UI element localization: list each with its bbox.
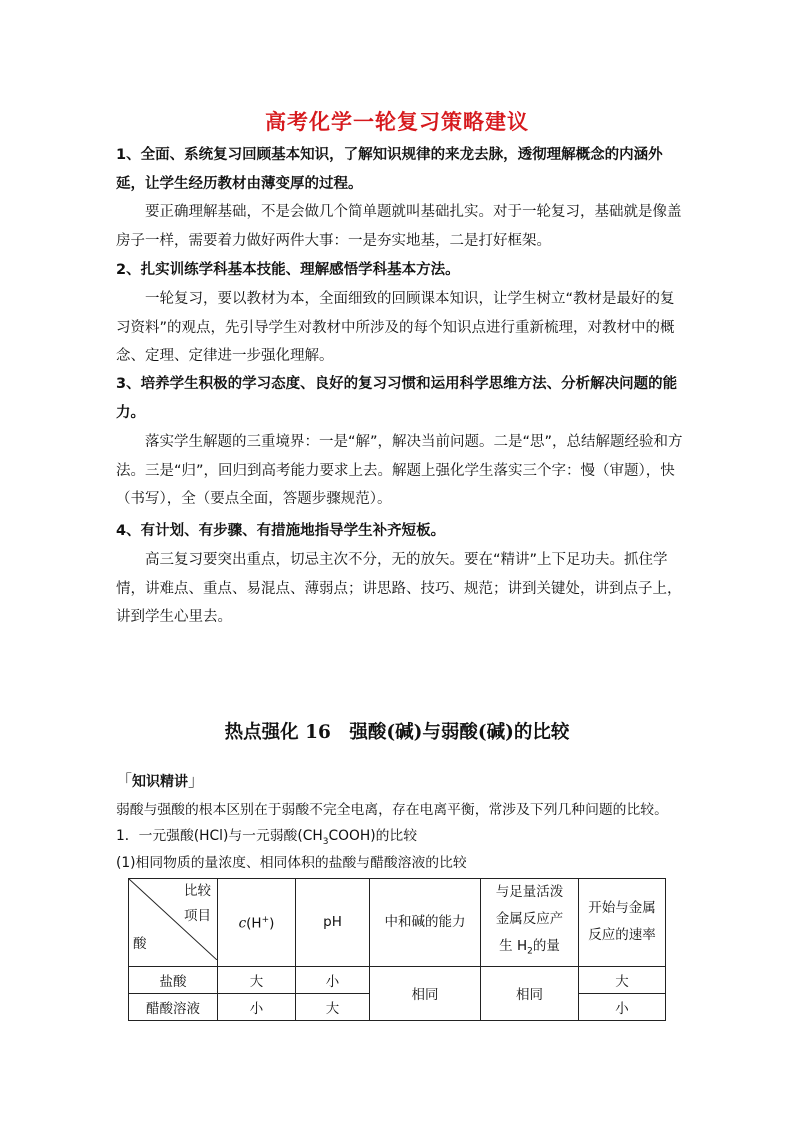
section3-paragraph: 落实学生解题的三重境界：一是“解”，解决当前问题。二是“思”，总结解题经验和方法。三是“归”，回归到高考能力要求上去。解题上强化学生落实三个字：慢（审题），快（书写），全（要点全面，答题步骤规范）。 [116,434,683,507]
section-title-hotspot: 热点强化 16 强酸(碱)与弱酸(碱)的比较 [224,722,570,743]
section1-heading: 1、全面、系统复习回顾基本知识，了解知识规律的来龙去脉，透彻理解概念的内涵外延，让学生经历教材由薄变厚的过程。 [116,147,663,192]
knowledge-tag [116,768,204,791]
table-header-row [129,879,666,967]
cell-rate: 大 [579,966,666,993]
page-title: 高考化学一轮复习策略建议 [265,110,529,134]
cell-concentration: 大 [218,966,296,993]
cell-ph: 小 [296,966,370,993]
corner-label-item: 项目 [184,908,211,924]
intro-text: 弱酸与强酸的根本区别在于弱酸不完全电离，存在电离平衡，常涉及下列几种问题的比较。 [116,802,668,818]
section3-heading: 3、培养学生积极的学习态度、良好的复习习惯和运用科学思维方法、分析解决问题的能力。 [116,376,678,421]
cell-rate: 小 [579,993,666,1020]
corner-label-compare: 比较 [184,883,211,899]
header-neutralize: 中和碱的能力 [370,879,481,967]
section2-paragraph: 一轮复习，要以教材为本，全面细致的回顾课本知识，让学生树立“教材是最好的复习资料”的观点，先引导学生对教材中所涉及的每个知识点进行重新梳理，对教材中的概念、定理、定律进一步强化理解。 [116,291,675,364]
corner-label-acid: 酸 [133,936,147,952]
cell-ph: 大 [296,993,370,1020]
subpoint1-heading: (1)相同物质的量浓度、相同体积的盐酸与醋酸溶液的比较 [116,855,467,871]
table-row [129,966,666,993]
knowledge-tag-label: 知识精讲 [132,774,189,790]
section4-paragraph: 高三复习要突出重点，切忌主次不分，无的放矢。要在“精讲”上下足功夫。抓住学情，讲难点、重点、易混点、薄弱点；讲思路、技巧、规范；讲到关键处，讲到点子上，讲到学生心里去。 [116,552,682,625]
row-name: 盐酸 [129,966,218,993]
section2-heading: 2、扎实训练学科基本技能、理解感悟学科基本方法。 [116,262,460,278]
section4-heading: 4、有计划、有步骤、有措施地指导学生补齐短板。 [116,523,446,539]
cell-neutralize-merged: 相同 [370,966,481,1020]
comparison-table [128,878,666,1021]
header-concentration: c(H+) [218,879,296,967]
point1-heading: 1．一元强酸(HCl)与一元弱酸$(CH_3COOH)$的比较 [116,828,417,847]
header-reaction-rate: 开始与金属 反应的速率 [579,879,666,967]
cell-concentration: 小 [218,993,296,1020]
corner-bracket-icon: 」 [188,771,205,790]
header-ph: pH [296,879,370,967]
header-h2-amount: 与足量活泼 金属反应产 生 $H_2$的量 [481,879,579,967]
section1-paragraph: 要正确理解基础，不是会做几个简单题就叫基础扎实。对于一轮复习，基础就是像盖房子一样，需要着力做好两件大事：一是夯实地基，二是打好框架。 [116,204,682,249]
corner-bracket-icon: 「 [116,771,133,790]
diagonal-header-cell [129,879,218,967]
row-name: 醋酸溶液 [129,993,218,1020]
cell-h2-merged: 相同 [481,966,579,1020]
